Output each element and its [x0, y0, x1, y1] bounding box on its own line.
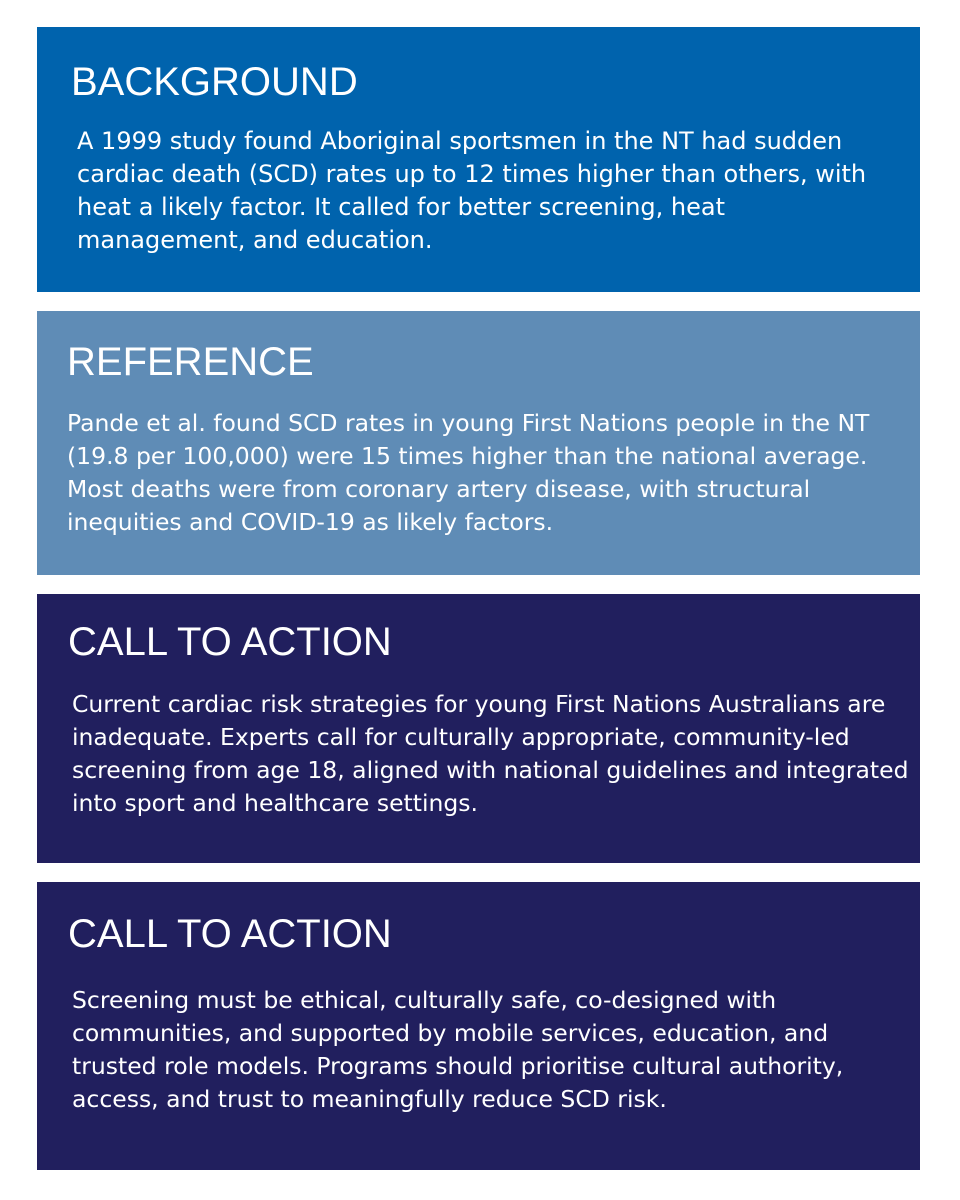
reference-card [37, 311, 920, 575]
background-card-title: BACKGROUND [71, 60, 358, 104]
call-to-action-card-2-body: Screening must be ethical, culturally safe, co-designed with communities, and supported by mobile services, education, and trusted role models. Programs should prioritise cultural authority, access, and trust to meaningfully reduce SCD risk. [72, 986, 844, 1113]
call-to-action-card-2 [37, 882, 920, 1170]
call-to-action-card-2-title: CALL TO ACTION [68, 912, 392, 956]
background-card-body: A 1999 study found Aboriginal sportsmen in the NT had sudden cardiac death (SCD) rates up to 12 times higher than others, with heat a likely factor. It called for better screening, heat management, and education. [77, 127, 867, 254]
reference-card-body: Pande et al. found SCD rates in young First Nations people in the NT (19.8 per 100,000) were 15 times higher than the national average. Most deaths were from coronary artery disease, with structural inequities and COVID-19 as likely factors. [67, 409, 870, 536]
call-to-action-card-1-body: Current cardiac risk strategies for young First Nations Australians are inadequate. Experts call for culturally appropriate, community-led screening from age 18, aligned with national guidelines and integrated into sport and healthcare settings. [72, 690, 909, 817]
call-to-action-card-1 [37, 594, 920, 863]
background-card [37, 27, 920, 292]
call-to-action-card-1-title: CALL TO ACTION [68, 620, 392, 664]
reference-card-title: REFERENCE [67, 340, 314, 384]
